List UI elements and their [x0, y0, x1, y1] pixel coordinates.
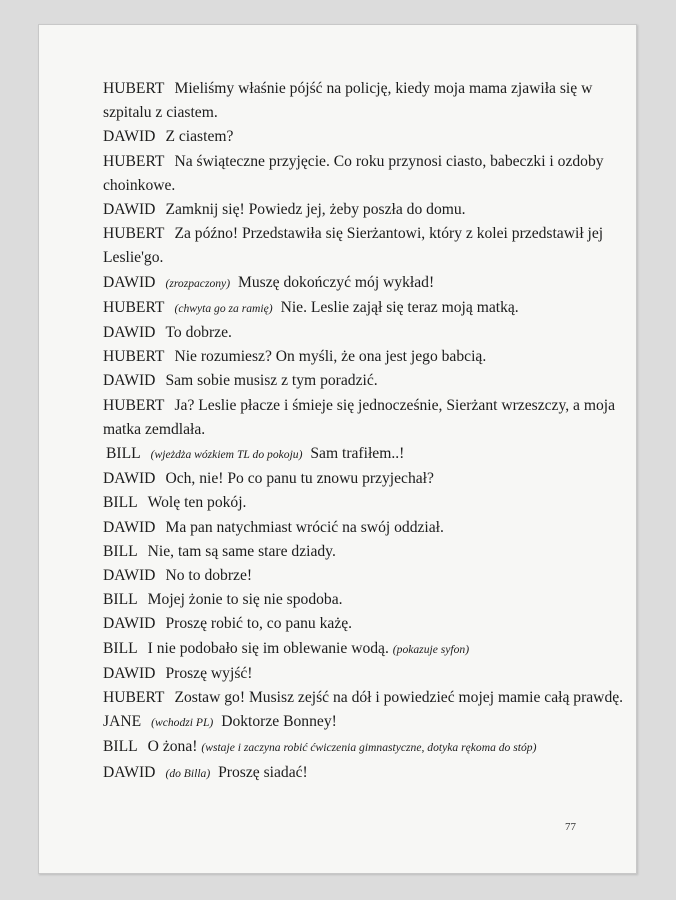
dialogue-line [103, 442, 603, 467]
stage-direction: (wchodzi PL) [151, 716, 214, 730]
dialogue-line [103, 198, 603, 222]
speaker-name: DAWID [103, 763, 156, 781]
dialogue-text: Sam sobie musisz z tym poradzić. [165, 372, 378, 390]
dialogue-line [103, 710, 603, 735]
document-page [38, 24, 637, 874]
dialogue-text: Leslie'go. [103, 249, 164, 267]
dialogue-line [103, 516, 603, 540]
speaker-name: HUBERT [103, 689, 165, 707]
speaker-name: DAWID [103, 518, 156, 536]
speaker-name: HUBERT [103, 80, 165, 97]
dialogue-text: choinkowe. [103, 176, 176, 194]
dialogue-line [103, 686, 624, 710]
dialogue-continuation [103, 246, 603, 270]
dialogue-text: O żona! [147, 738, 198, 756]
speaker-name: BILL [103, 542, 138, 560]
speaker-name: DAWID [103, 664, 156, 682]
dialogue-text: To dobrze. [165, 324, 232, 342]
dialogue-text: I nie podobało się im oblewanie wodą. [147, 639, 389, 657]
dialogue-text: matka zemdlała. [103, 420, 206, 438]
dialogue-text: Zostaw go! Musisz zejść na dół i powiedzieć mojej mamie całą prawdę. [174, 689, 624, 707]
speaker-name: DAWID [103, 372, 156, 390]
speaker-name: BILL [103, 738, 138, 756]
speaker-name: DAWID [103, 470, 156, 488]
dialogue-text: Ma pan natychmiast wrócić na swój oddział. [165, 518, 444, 536]
dialogue-text: Och, nie! Po co panu tu znowu przyjechał? [165, 470, 434, 488]
dialogue-text: Sam trafiłem..! [310, 445, 405, 463]
speaker-name: DAWID [103, 128, 156, 146]
dialogue-line [103, 564, 603, 588]
stage-direction: (wstaje i zaczyna robić ćwiczenia gimnastyczne, dotyka rękoma do stóp) [201, 741, 537, 755]
dialogue-line [103, 321, 603, 345]
dialogue-text: Ja? Leslie płacze i śmieje się jednocześnie, Sierżant wrzeszczy, a moja [174, 396, 616, 414]
speaker-name: BILL [106, 445, 141, 463]
dialogue-line [103, 296, 603, 321]
dialogue-line [103, 345, 603, 369]
dialogue-line [103, 271, 603, 296]
speaker-name: BILL [103, 639, 138, 657]
speaker-name: JANE [103, 713, 142, 731]
dialogue-text: Mojej żonie to się nie spodoba. [147, 591, 343, 609]
dialogue-text: szpitalu z ciastem. [103, 104, 218, 122]
dialogue-line [103, 369, 603, 393]
dialogue-continuation [103, 101, 603, 125]
dialogue-line [103, 540, 603, 564]
stage-direction: (pokazuje syfon) [392, 642, 470, 656]
dialogue-line [103, 735, 603, 760]
dialogue-line [103, 491, 603, 515]
speaker-name: HUBERT [103, 225, 165, 243]
dialogue-line [103, 467, 603, 491]
dialogue-line [103, 612, 603, 636]
dialogue-text: No to dobrze! [165, 567, 253, 585]
dialogue-text: Na świąteczne przyjęcie. Co roku przynosi ciasto, babeczki i ozdoby [174, 152, 604, 170]
dialogue-text: Wolę ten pokój. [147, 494, 247, 512]
stage-direction: (wjeżdża wózkiem TL do pokoju) [150, 448, 303, 462]
dialogue-text: Z ciastem? [165, 128, 234, 146]
page-number: 77 [565, 821, 576, 833]
stage-direction: (zrozpaczony) [165, 276, 231, 290]
dialogue-text: Muszę dokończyć mój wykład! [237, 273, 435, 291]
speaker-name: DAWID [103, 273, 156, 291]
stage-direction: (do Billa) [165, 766, 211, 780]
speaker-name: HUBERT [103, 298, 165, 316]
stage-direction: (chwyta go za ramię) [174, 301, 273, 315]
speaker-name: DAWID [103, 201, 156, 219]
dialogue-line [103, 761, 603, 786]
dialogue-line [103, 394, 616, 418]
dialogue-continuation [103, 174, 603, 198]
dialogue-text: Nie rozumiesz? On myśli, że ona jest jego babcią. [174, 348, 487, 366]
dialogue-text: Proszę wyjść! [165, 664, 253, 682]
dialogue-text: Nie, tam są same stare dziady. [147, 542, 336, 560]
dialogue-continuation [103, 418, 603, 442]
dialogue-text: Za późno! Przedstawiła się Sierżantowi, który z kolei przedstawił jej [174, 225, 604, 243]
dialogue-line [103, 77, 603, 101]
speaker-name: BILL [103, 591, 138, 609]
speaker-name: DAWID [103, 567, 156, 585]
dialogue-line [103, 150, 603, 174]
speaker-name: HUBERT [103, 396, 165, 414]
dialogue-text: Proszę siadać! [218, 763, 308, 781]
dialogue-text: Doktorze Bonney! [221, 713, 337, 731]
speaker-name: HUBERT [103, 152, 165, 170]
speaker-name: HUBERT [103, 348, 165, 366]
dialogue-text: Proszę robić to, co panu każę. [165, 615, 353, 633]
dialogue-line [103, 588, 603, 612]
dialogue-text: Mieliśmy właśnie pójść na policję, kiedy moja mama zjawiła się w [174, 80, 593, 97]
dialogue-line [103, 125, 603, 149]
speaker-name: BILL [103, 494, 138, 512]
dialogue-line [103, 637, 603, 662]
dialogue-text: Zamknij się! Powiedz jej, żeby poszła do domu. [165, 201, 466, 219]
dialogue-line [103, 662, 603, 686]
dialogue-text: Nie. Leslie zajął się teraz moją matką. [280, 298, 519, 316]
script-body [103, 77, 624, 786]
dialogue-line [103, 222, 603, 246]
speaker-name: DAWID [103, 324, 156, 342]
speaker-name: DAWID [103, 615, 156, 633]
